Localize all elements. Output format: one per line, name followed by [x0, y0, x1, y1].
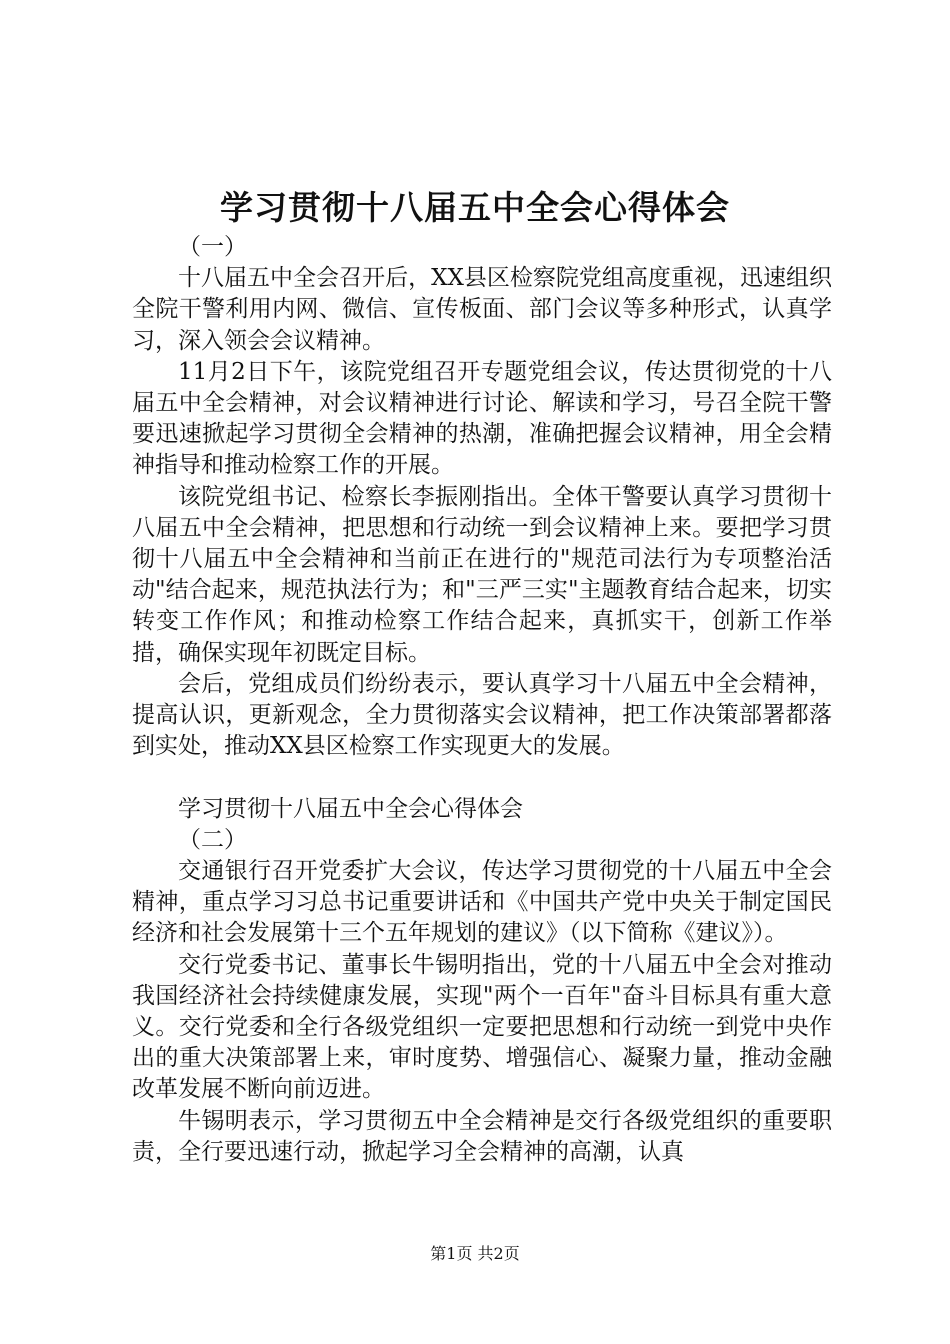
section-1-paragraph-1: 十八届五中全会召开后，XX县区检察院党组高度重视，迅速组织全院干警利用内网、微信、宣传板面、部门会议等多种形式，认真学习，深入领会会议精神。: [132, 265, 832, 354]
section-1-paragraph-3: 该院党组书记、检察长李振刚指出。全体干警要认真学习贯彻十八届五中全会精神，把思想和行动统一到会议精神上来。要把学习贯彻十八届五中全会精神和当前正在进行的"规范司法行为专项整治活动"结合起来，规范执法行为；和"三严三实"主题教育结合起来，切实转变工作作风；和推动检察工作结合起来，真抓实干，创新工作举措，确保实现年初既定目标。: [132, 483, 832, 666]
page-footer: 第1页 共2页: [430, 1244, 520, 1263]
section-1-paragraph-2: 11月2日下午，该院党组召开专题党组会议，传达贯彻党的十八届五中全会精神，对会议精神进行讨论、解读和学习，号召全院干警要迅速掀起学习贯彻全会精神的热潮，准确把握会议精神，用全会精神指导和推动检察工作的开展。: [132, 358, 832, 479]
section-1-marker: （一）: [178, 234, 247, 260]
section-1-paragraph-4: 会后，党组成员们纷纷表示，要认真学习十八届五中全会精神，提高认识，更新观念，全力贯彻落实会议精神，把工作决策部署都落到实处，推动XX县区检察工作实现更大的发展。: [132, 670, 832, 760]
section-2-paragraph-1: 交通银行召开党委扩大会议，传达学习贯彻党的十八届五中全会精神，重点学习习总书记重要讲话和《中国共产党中央关于制定国民经济和社会发展第十三个五年规划的建议》（以下简称《建议》）。: [132, 858, 832, 947]
section-2-paragraph-3: 牛锡明表示，学习贯彻五中全会精神是交行各级党组织的重要职责，全行要迅速行动，掀起学习全会精神的高潮，认真: [132, 1107, 832, 1165]
document-title: 学习贯彻十八届五中全会心得体会: [220, 188, 730, 227]
section-2-heading: 学习贯彻十八届五中全会心得体会: [178, 795, 523, 822]
document-body: [132, 232, 832, 1168]
section-spacer: [132, 762, 832, 793]
section-2-paragraph-2: 交行党委书记、董事长牛锡明指出，党的十八届五中全会对推动我国经济社会持续健康发展，实现"两个一百年"奋斗目标具有重大意义。交行党委和全行各级党组织一定要把思想和行动统一到党中央作出的重大决策部署上来，审时度势、增强信心、凝聚力量，推动金融改革发展不断向前迈进。: [132, 951, 832, 1103]
section-2-marker: （二）: [178, 826, 247, 853]
